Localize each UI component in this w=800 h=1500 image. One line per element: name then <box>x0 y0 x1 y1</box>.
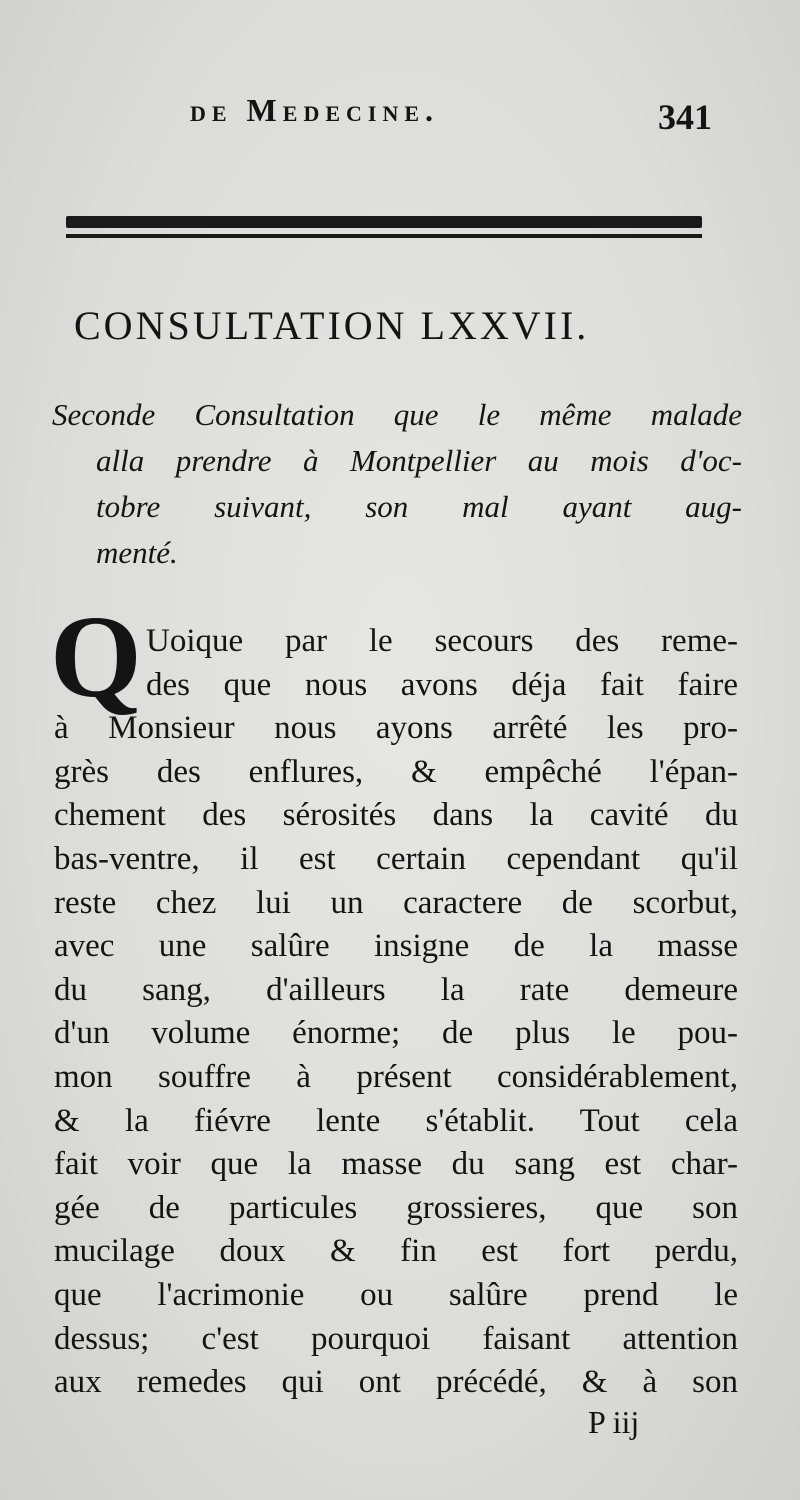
body-line: Uoique par le secours des reme- <box>146 623 738 659</box>
body-line: grès des enflures, & empêché l'épan- <box>54 753 738 790</box>
body-line: mon souffre à présent considérablement, <box>54 1058 738 1095</box>
body-line: gée de particules grossieres, que son <box>54 1189 738 1226</box>
subtitle-line: menté. <box>96 535 178 570</box>
body-line: mucilage doux & fin est fort perdu, <box>54 1233 738 1270</box>
body-line: chement des sérosités dans la cavité du <box>54 797 738 834</box>
header-rule-thick <box>66 216 702 228</box>
running-head: de Medecine. <box>190 92 440 128</box>
consultation-heading: CONSULTATION LXXVII. <box>74 303 590 348</box>
header-rule-thin <box>66 234 702 238</box>
body-line: à Monsieur nous ayons arrêté les pro- <box>54 710 738 747</box>
body-line: du sang, d'ailleurs la rate demeure <box>54 971 738 1008</box>
body-paragraph <box>54 620 738 1405</box>
body-line: avec une salûre insigne de la masse <box>54 928 738 965</box>
signature-mark: P iij <box>588 1404 640 1440</box>
subtitle-line: alla prendre à Montpellier au mois d'oc- <box>96 443 742 478</box>
body-line: fait voir que la masse du sang est char- <box>54 1146 738 1183</box>
body-line: bas-ventre, il est certain cependant qu'il <box>54 840 738 877</box>
body-line: dessus; c'est pourquoi faisant attention <box>54 1320 738 1357</box>
body-line: d'un volume énorme; de plus le pou- <box>54 1015 738 1052</box>
body-line: que l'acrimonie ou salûre prend le <box>54 1276 738 1313</box>
body-line: reste chez lui un caractere de scorbut, <box>54 884 738 921</box>
subtitle-line: Seconde Consultation que le même malade <box>52 397 742 432</box>
body-line: aux remedes qui ont précédé, & à son <box>54 1364 738 1401</box>
drop-cap: Q <box>50 591 142 722</box>
body-line: & la fiévre lente s'établit. Tout cela <box>54 1102 738 1139</box>
subtitle-line: tobre suivant, son mal ayant aug- <box>96 489 742 524</box>
page-number: 341 <box>658 97 712 137</box>
body-line: des que nous avons déja fait faire <box>146 666 738 703</box>
consultation-subtitle <box>52 392 742 576</box>
